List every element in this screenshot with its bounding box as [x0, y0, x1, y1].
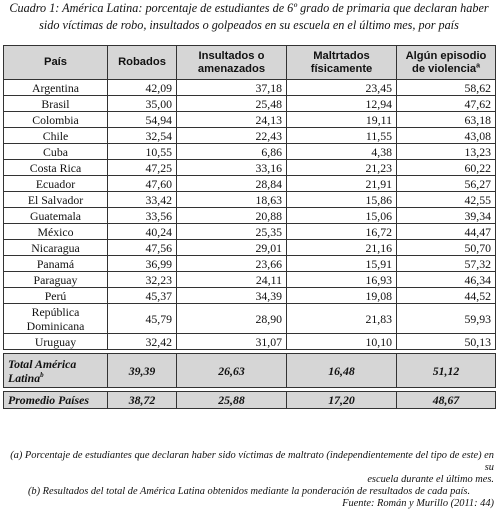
- row-country: Colombia: [4, 112, 108, 128]
- header-insultados: Insultados o amenazados: [177, 46, 287, 80]
- row-country: Argentina: [4, 80, 108, 96]
- total-label-mark: b: [40, 370, 44, 379]
- table-row: [4, 128, 496, 144]
- row-robados: 10,55: [108, 144, 177, 160]
- row-country: [4, 304, 108, 334]
- total-label: [4, 354, 108, 388]
- row-algun: 60,22: [397, 160, 496, 176]
- promedio-robados: 38,72: [108, 392, 177, 409]
- row-robados: 33,56: [108, 208, 177, 224]
- row-country: Panamá: [4, 256, 108, 272]
- row-insultados: 24,11: [177, 272, 287, 288]
- total-algun: 51,12: [397, 354, 496, 388]
- row-country: Nicaragua: [4, 240, 108, 256]
- note-b: (b) Resultados del total de América Latina obtenidos mediante la ponderación de resultados de cada país.: [27, 486, 471, 497]
- total-insultados: 26,63: [177, 354, 287, 388]
- row-maltratados: 10,10: [287, 334, 397, 350]
- table-row: [4, 272, 496, 288]
- row-algun: 44,52: [397, 288, 496, 304]
- promedio-algun: 48,67: [397, 392, 496, 409]
- row-robados: 54,94: [108, 112, 177, 128]
- total-row: [4, 354, 496, 388]
- row-insultados: 25,48: [177, 96, 287, 112]
- row-algun: 50,13: [397, 334, 496, 350]
- row-maltratados: 15,91: [287, 256, 397, 272]
- row-maltratados: 12,94: [287, 96, 397, 112]
- table-row: [4, 208, 496, 224]
- row-maltratados: 21,16: [287, 240, 397, 256]
- caption-line-2: sido víctimas de robo, insultados o golpeados en su escuela en el último mes, por país: [39, 18, 459, 32]
- table-row: [4, 288, 496, 304]
- table-row: [4, 176, 496, 192]
- table-row: [4, 112, 496, 128]
- table-row: [4, 96, 496, 112]
- row-insultados: 31,07: [177, 334, 287, 350]
- header-robados: Robados: [108, 46, 177, 80]
- header-maltratados: Maltrtados físicamente: [287, 46, 397, 80]
- total-label-line-2: Latina: [8, 370, 41, 385]
- row-insultados: 34,39: [177, 288, 287, 304]
- row-robados: 45,79: [108, 304, 177, 334]
- header-algun-text: Algún episodio de violencia: [405, 49, 487, 75]
- table-row: [4, 144, 496, 160]
- promedio-row: [4, 392, 496, 409]
- row-maltratados: 19,08: [287, 288, 397, 304]
- table-header-row: [4, 46, 496, 80]
- row-robados: 45,37: [108, 288, 177, 304]
- table-row: [4, 160, 496, 176]
- row-robados: 32,54: [108, 128, 177, 144]
- note-a-line-2: escuela durante el último mes.: [367, 474, 494, 485]
- row-insultados: 20,88: [177, 208, 287, 224]
- row-maltratados: 15,06: [287, 208, 397, 224]
- row-country: Uruguay: [4, 334, 108, 350]
- row-insultados: 18,63: [177, 192, 287, 208]
- row-maltratados: 4,38: [287, 144, 397, 160]
- table-row: [4, 334, 496, 350]
- row-country: Ecuador: [4, 176, 108, 192]
- row-maltratados: 15,86: [287, 192, 397, 208]
- row-robados: 36,99: [108, 256, 177, 272]
- row-country-line-1: República: [31, 304, 80, 319]
- row-country: El Salvador: [4, 192, 108, 208]
- table-row: [4, 304, 496, 334]
- row-algun: 59,93: [397, 304, 496, 334]
- row-insultados: 33,16: [177, 160, 287, 176]
- promedio-insultados: 25,88: [177, 392, 287, 409]
- row-robados: 47,25: [108, 160, 177, 176]
- row-insultados: 24,13: [177, 112, 287, 128]
- row-maltratados: 21,91: [287, 176, 397, 192]
- row-algun: 57,32: [397, 256, 496, 272]
- source-note: Fuente: Román y Murillo (2011: 44): [342, 498, 494, 509]
- row-robados: 32,23: [108, 272, 177, 288]
- row-algun: 56,27: [397, 176, 496, 192]
- row-insultados: 28,84: [177, 176, 287, 192]
- header-algun-mark: a: [476, 61, 480, 69]
- row-insultados: 22,43: [177, 128, 287, 144]
- row-country: Guatemala: [4, 208, 108, 224]
- row-robados: 40,24: [108, 224, 177, 240]
- row-insultados: 28,90: [177, 304, 287, 334]
- table-row: [4, 80, 496, 96]
- row-country: Brasil: [4, 96, 108, 112]
- row-country: Paraguay: [4, 272, 108, 288]
- row-algun: 13,23: [397, 144, 496, 160]
- row-insultados: 23,66: [177, 256, 287, 272]
- header-algun: [397, 46, 496, 80]
- row-maltratados: 16,72: [287, 224, 397, 240]
- row-algun: 47,62: [397, 96, 496, 112]
- row-robados: 32,42: [108, 334, 177, 350]
- row-robados: 47,56: [108, 240, 177, 256]
- row-maltratados: 21,83: [287, 304, 397, 334]
- row-robados: 47,60: [108, 176, 177, 192]
- row-maltratados: 23,45: [287, 80, 397, 96]
- row-country: Perú: [4, 288, 108, 304]
- row-algun: 58,62: [397, 80, 496, 96]
- row-maltratados: 11,55: [287, 128, 397, 144]
- row-robados: 33,42: [108, 192, 177, 208]
- row-country: Costa Rica: [4, 160, 108, 176]
- total-maltratados: 16,48: [287, 354, 397, 388]
- row-country: Cuba: [4, 144, 108, 160]
- total-label-line-2-wrap: [8, 371, 103, 385]
- row-maltratados: 16,93: [287, 272, 397, 288]
- total-robados: 39,39: [108, 354, 177, 388]
- promedio-maltratados: 17,20: [287, 392, 397, 409]
- header-country: País: [4, 46, 108, 80]
- total-label-line-1: Total América: [8, 356, 77, 371]
- row-algun: 63,18: [397, 112, 496, 128]
- row-robados: 42,09: [108, 80, 177, 96]
- table-caption: [4, 0, 494, 34]
- table-row: [4, 192, 496, 208]
- table-row: [4, 240, 496, 256]
- row-algun: 50,70: [397, 240, 496, 256]
- table-notes: [4, 450, 494, 510]
- row-algun: 44,47: [397, 224, 496, 240]
- row-country: México: [4, 224, 108, 240]
- row-insultados: 25,35: [177, 224, 287, 240]
- note-a-line-1: (a) Porcentaje de estudiantes que declaran haber sido víctimas de maltrato (independientemente del tipo de este) en su: [10, 450, 494, 473]
- violence-table: [3, 45, 496, 409]
- caption-line-1: Cuadro 1: América Latina: porcentaje de estudiantes de 6º grado de primaria que declaran haber: [9, 1, 489, 15]
- promedio-label: Promedio Países: [4, 392, 108, 409]
- row-algun: 43,08: [397, 128, 496, 144]
- table-row: [4, 256, 496, 272]
- row-country: Chile: [4, 128, 108, 144]
- table-body: [4, 80, 496, 409]
- row-maltratados: 21,23: [287, 160, 397, 176]
- row-algun: 39,34: [397, 208, 496, 224]
- table-row: [4, 224, 496, 240]
- row-algun: 46,34: [397, 272, 496, 288]
- row-algun: 42,55: [397, 192, 496, 208]
- row-insultados: 29,01: [177, 240, 287, 256]
- row-robados: 35,00: [108, 96, 177, 112]
- row-maltratados: 19,11: [287, 112, 397, 128]
- row-country-line-2: Dominicana: [26, 318, 85, 333]
- row-insultados: 37,18: [177, 80, 287, 96]
- row-insultados: 6,86: [177, 144, 287, 160]
